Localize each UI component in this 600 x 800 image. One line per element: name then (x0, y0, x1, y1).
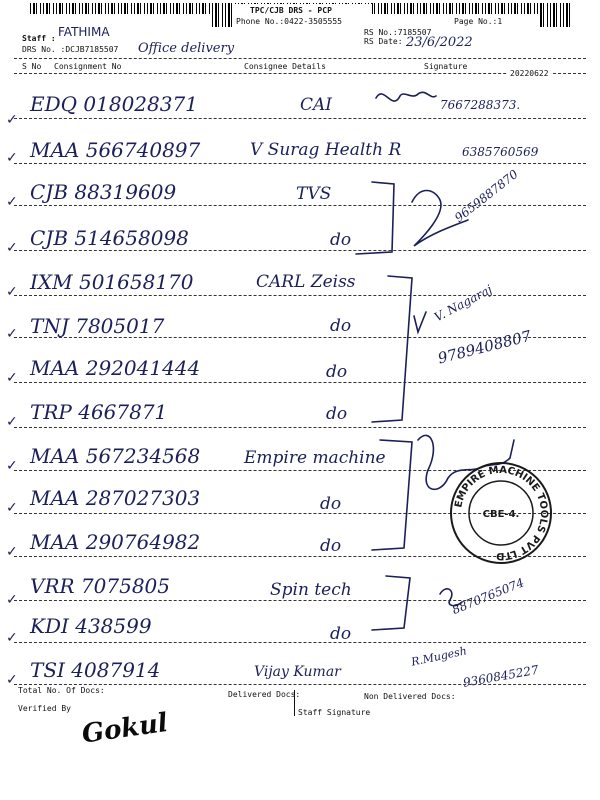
consignment-number: MAA 566740897 (30, 138, 201, 162)
consignment-number: CJB 88319609 (30, 180, 177, 204)
staff-signature-label: Staff Signature (298, 708, 371, 717)
consignee-name: CAI (300, 95, 332, 115)
signature-entry: 9789408807 (436, 326, 533, 368)
tick-mark-icon: ✓ (6, 672, 18, 688)
consignment-number: IXM 501658170 (30, 270, 194, 294)
col-consignee: Consignee Details (244, 62, 326, 71)
tick-mark-icon: ✓ (6, 458, 18, 474)
verified-by-label: Verified By (18, 704, 71, 713)
consignee-name: do (326, 404, 348, 424)
staff-name: FATHIMA (58, 25, 110, 39)
consignee-name: do (330, 624, 352, 644)
drs-number: DRS No. :DCJB7185507 (22, 45, 119, 54)
consignee-name: Vijay Kumar (254, 664, 341, 680)
consignment-number: MAA 292041444 (30, 356, 201, 380)
consignment-number: TSI 4087914 (30, 658, 161, 682)
consignment-number: TNJ 7805017 (30, 314, 165, 338)
signature-scribble (440, 589, 462, 606)
tick-mark-icon: ✓ (6, 500, 18, 516)
consignment-number: VRR 7075805 (30, 574, 170, 598)
office-note: Office delivery (138, 41, 235, 56)
consignee-name: CARL Zeiss (256, 272, 356, 292)
consignment-number: MAA 287027303 (30, 486, 201, 510)
delivered-docs-label: Delivered Docs: (228, 690, 301, 699)
consignee-name: Spin tech (270, 580, 352, 600)
company-stamp (446, 458, 556, 568)
signature-entry: 9360845227 (462, 662, 540, 690)
consignment-number: MAA 290764982 (30, 530, 201, 554)
tick-mark-icon: ✓ (6, 284, 18, 300)
col-consignment: Consignment No (54, 62, 122, 71)
bracket-spin-tech (372, 576, 410, 630)
tick-mark-icon: ✓ (6, 326, 18, 342)
consignee-name: TVS (296, 184, 332, 204)
non-delivered-docs-label: Non Delivered Docs: (364, 692, 456, 701)
total-docs-label: Total No. Of Docs: (18, 686, 105, 695)
consignee-name: do (330, 316, 352, 336)
rs-number: RS No.:7185507 (364, 28, 432, 37)
doc-title: TPC/CJB DRS - PCP (250, 6, 332, 15)
rs-date-label: RS Date: (364, 37, 403, 46)
tick-mark-icon: ✓ (6, 592, 18, 608)
bracket-tvs (356, 182, 394, 254)
consignment-number: EDQ 018028371 (30, 92, 198, 116)
signature-scribble (412, 191, 468, 247)
consignment-number: TRP 4667871 (30, 400, 168, 424)
stamp-ring-text: EMPIRE MACHINE TOOLS PVT LTD (453, 464, 550, 562)
consignee-name: do (326, 362, 348, 382)
tick-mark-icon: ✓ (6, 240, 18, 256)
consignee-name: do (330, 230, 352, 250)
consignee-name: Empire machine (244, 448, 386, 468)
tick-mark-icon: ✓ (6, 150, 18, 166)
signature-entry: 8870765074 (450, 575, 527, 617)
rs-date-value: 23/6/2022 (406, 35, 473, 50)
page-number: Page No.:1 (454, 17, 503, 26)
col-signature: Signature (424, 62, 468, 71)
stamp-center-text: CBE-4. (482, 509, 520, 520)
tick-mark-icon: ✓ (6, 544, 18, 560)
phone-number: Phone No.:0422-3505555 (236, 17, 342, 26)
signature-entry: 6385760569 (462, 145, 539, 159)
col-sno: S No (22, 62, 42, 71)
consignment-number: KDI 438599 (30, 614, 152, 638)
signature-entry: 9659887870 (452, 166, 521, 226)
tick-mark-icon: ✓ (6, 194, 18, 210)
signature-entry: 7667288373. (440, 98, 521, 112)
consignee-name: V Surag Health R (250, 140, 402, 160)
tick-mark-icon: ✓ (6, 630, 18, 646)
consignment-number: MAA 567234568 (30, 444, 201, 468)
bracket-empire (372, 440, 412, 550)
staff-label: Staff : (22, 34, 56, 43)
doc-code: 20220622 (510, 69, 549, 78)
tick-mark-icon: ✓ (6, 414, 18, 430)
signature-mark (294, 690, 295, 716)
tick-mark-icon: ✓ (6, 112, 18, 128)
signature-entry: V. Nagaraj (432, 282, 495, 325)
verifier-signature: Gokul (80, 707, 170, 750)
consignee-name: do (320, 536, 342, 556)
consignment-number: CJB 514658098 (30, 226, 189, 250)
tick-mark-icon: ✓ (6, 370, 18, 386)
signature-scribble (414, 312, 426, 332)
consignee-name: do (320, 494, 342, 514)
bracket-carl-zeiss (372, 276, 412, 422)
signature-scribble (376, 92, 436, 101)
last-signer-name: R.Mugesh (410, 644, 468, 669)
